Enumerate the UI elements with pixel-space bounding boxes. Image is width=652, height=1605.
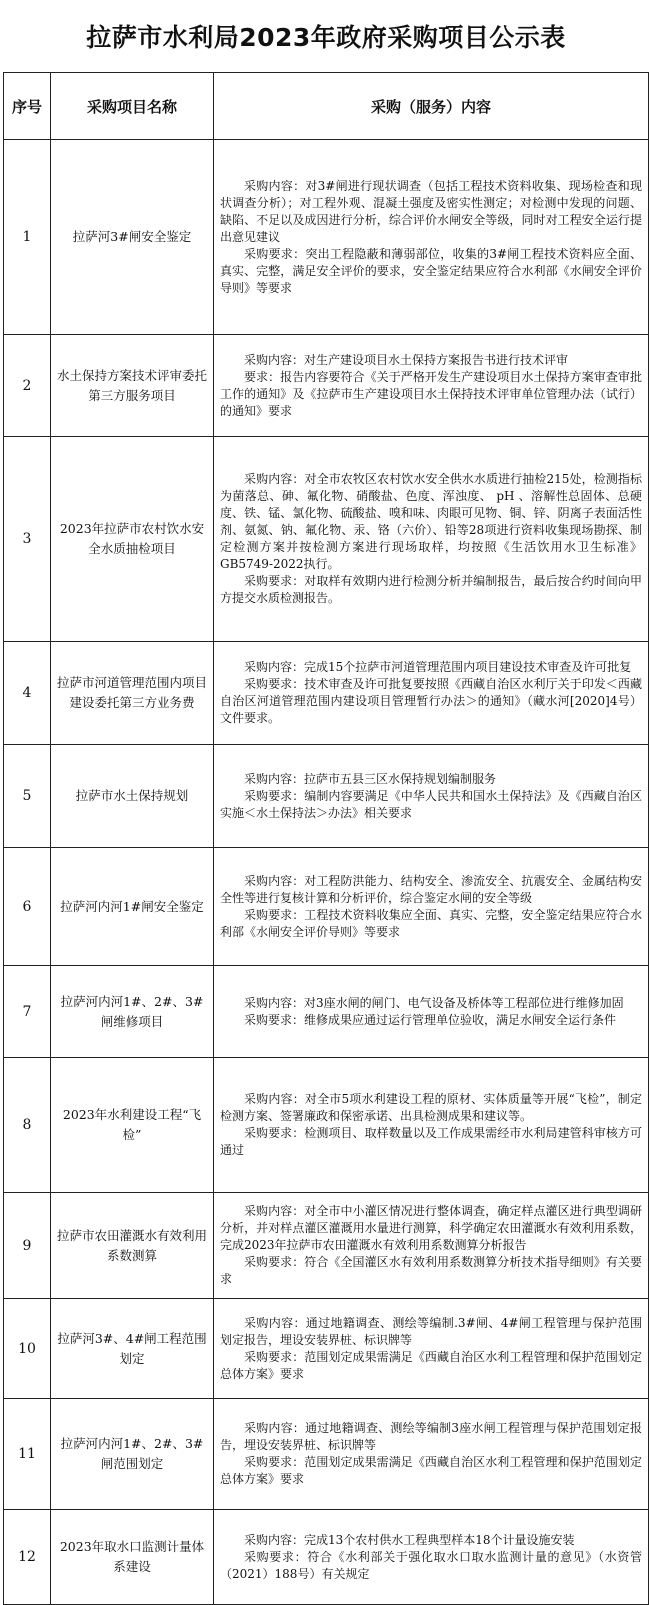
content-line: 采购要求：维修成果应通过运行管理单位验收，满足水闸安全运行条件 bbox=[244, 1012, 617, 1027]
content-line: 采购内容：对生产建设项目水土保持方案报告书进行技术评审 bbox=[244, 352, 569, 367]
content-line: 采购要求：范围划定成果需满足《西藏自治区水利工程管理和保护范围划定总体方案》要求 bbox=[220, 1455, 642, 1486]
content-line: 采购要求：范围划定成果需满足《西藏自治区水利工程管理和保护范围划定总体方案》要求 bbox=[220, 1349, 642, 1381]
table-row bbox=[4, 1510, 649, 1605]
content-line: 采购要求：对取样有效期内进行检测分析并编制报告，最后按合约时间向甲方提交水质检测报告。 bbox=[220, 574, 642, 605]
content-line: 采购要求：符合《水利部关于强化取水口取水监测计量的意见》（水资管（2021）188号）有关规定 bbox=[220, 1549, 642, 1581]
project-content bbox=[214, 848, 649, 966]
row-number: 8 bbox=[4, 1058, 51, 1193]
content-line: 采购要求：技术审查及许可批复要按照《西藏自治区水利厅关于印发＜西藏自治区河道管理范围内建设项目管理暂行办法＞的通知》（藏水河[2020]4号）文件要求。 bbox=[220, 677, 642, 725]
table-row bbox=[4, 335, 649, 437]
row-number: 5 bbox=[4, 745, 51, 848]
table-row bbox=[4, 848, 649, 966]
project-content bbox=[214, 437, 649, 642]
project-content bbox=[214, 1510, 649, 1605]
content-line: 采购内容：对3座水闸的闸门、电气设备及桥体等工程部位进行维修加固 bbox=[244, 995, 624, 1010]
project-name: 拉萨市河道管理范围内项目建设委托第三方业务费 bbox=[51, 642, 214, 745]
header-content: 采购（服务）内容 bbox=[214, 73, 649, 140]
row-number: 10 bbox=[4, 1299, 51, 1399]
content-line: 采购要求：符合《全国灌区水有效利用系数测算分析技术指导细则》有关要求 bbox=[220, 1255, 642, 1286]
row-number: 4 bbox=[4, 642, 51, 745]
content-line: 采购内容：完成13个农村供水工程典型样本18个计量设施安装 bbox=[244, 1532, 575, 1547]
project-content bbox=[214, 1399, 649, 1510]
content-line: 采购内容：对3#闸进行现状调查（包括工程技术资料收集、现场检查和现状调查分析）；对工程外观、混凝土强度及密实性测定；对检测中发现的问题、缺陷、不足以及成因进行分析，综合评价水闸安全等级，同时对工程安全运行提出意见建议 bbox=[220, 178, 642, 244]
project-name: 拉萨河内河1#闸安全鉴定 bbox=[51, 848, 214, 966]
content-line: 采购要求：检测项目、取样数量以及工作成果需经市水利局建管科审核方可通过 bbox=[220, 1126, 642, 1157]
page-title: 拉萨市水利局2023年政府采购项目公示表 bbox=[86, 23, 566, 52]
content-line: 采购内容：完成15个拉萨市河道管理范围内项目建设技术审查及许可批复 bbox=[244, 660, 632, 674]
table-row bbox=[4, 1058, 649, 1193]
project-content bbox=[214, 1193, 649, 1299]
project-name: 拉萨河3#闸安全鉴定 bbox=[51, 140, 214, 335]
project-name: 水土保持方案技术评审委托第三方服务项目 bbox=[51, 335, 214, 437]
project-name: 拉萨市农田灌溉水有效利用系数测算 bbox=[51, 1193, 214, 1299]
project-content bbox=[214, 966, 649, 1058]
project-name: 2023年取水口监测计量体系建设 bbox=[51, 1510, 214, 1605]
project-content bbox=[214, 1299, 649, 1399]
project-content bbox=[214, 642, 649, 745]
row-number: 6 bbox=[4, 848, 51, 966]
row-number: 7 bbox=[4, 966, 51, 1058]
row-number: 2 bbox=[4, 335, 51, 437]
content-line: 采购内容：对工程防洪能力、结构安全、渗流安全、抗震安全、金属结构安全性等进行复核计算和分析评价，综合鉴定水闸的安全等级 bbox=[220, 873, 642, 905]
content-line: 采购内容：通过地籍调查、测绘等编制.3#闸、4#闸工程管理与保护范围划定报告，埋设安装界桩、标识牌等 bbox=[220, 1315, 642, 1347]
table-row bbox=[4, 966, 649, 1058]
content-line: 采购内容：对全市中小灌区情况进行整体调查，确定样点灌区进行典型调研分析，并对样点灌区灌溉用水量进行测算，科学确定农田灌溉水有效利用系数，完成2023年拉萨市农田灌溉水有效利用系数测算分析报告 bbox=[220, 1204, 642, 1252]
table-row bbox=[4, 437, 649, 642]
project-name: 拉萨市水土保持规划 bbox=[51, 745, 214, 848]
project-content bbox=[214, 140, 649, 335]
project-name: 拉萨河内河1#、2#、3#闸范围划定 bbox=[51, 1399, 214, 1510]
table-row bbox=[4, 1193, 649, 1299]
header-name: 采购项目名称 bbox=[51, 73, 214, 140]
content-line: 采购要求：突出工程隐蔽和薄弱部位，收集的3#闸工程技术资料应全面、真实、完整，满足安全评价的要求，安全鉴定结果应符合水利部《水闸安全评价导则》等要求 bbox=[220, 246, 642, 295]
table-header-row bbox=[4, 73, 649, 140]
table-row bbox=[4, 745, 649, 848]
table-row bbox=[4, 140, 649, 335]
table-row bbox=[4, 642, 649, 745]
project-name: 2023年水利建设工程“飞检” bbox=[51, 1058, 214, 1193]
content-line: 采购内容：拉萨市五县三区水保持规划编制服务 bbox=[244, 771, 497, 786]
content-line: 采购要求：工程技术资料收集应全面、真实、完整，安全鉴定结果应符合水利部《水闸安全评价导则》等要求 bbox=[220, 907, 642, 939]
content-line: 采购内容：对全市5项水利建设工程的原材、实体质量等开展“飞检”，制定检测方案、签署廉政和保密承诺、出具检测成果和建议等。 bbox=[220, 1092, 642, 1123]
content-line: 采购内容：通过地籍调查、测绘等编制3座水闸工程管理与保护范围划定报告，埋设安装界桩、标识牌等 bbox=[220, 1421, 642, 1452]
project-name: 拉萨河内河1#、2#、3#闸维修项目 bbox=[51, 966, 214, 1058]
row-number: 12 bbox=[4, 1510, 51, 1605]
row-number: 1 bbox=[4, 140, 51, 335]
header-no: 序号 bbox=[4, 73, 51, 140]
content-line: 要求：报告内容要符合《关于严格开发生产建设项目水土保持方案审查审批工作的通知》及《拉萨市生产建设项目水土保持技术评审单位管理办法（试行）的通知》要求 bbox=[220, 369, 642, 418]
project-content bbox=[214, 745, 649, 848]
project-name: 拉萨河3#、4#闸工程范围划定 bbox=[51, 1299, 214, 1399]
project-content bbox=[214, 1058, 649, 1193]
content-line: 采购要求：编制内容要满足《中华人民共和国水土保持法》及《西藏自治区实施＜水土保持法＞办法》相关要求 bbox=[220, 788, 642, 820]
row-number: 3 bbox=[4, 437, 51, 642]
row-number: 9 bbox=[4, 1193, 51, 1299]
procurement-table bbox=[3, 72, 649, 1605]
project-content bbox=[214, 335, 649, 437]
table-row bbox=[4, 1299, 649, 1399]
project-name: 2023年拉萨市农村饮水安全水质抽检项目 bbox=[51, 437, 214, 642]
row-number: 11 bbox=[4, 1399, 51, 1510]
content-line: 采购内容：对全市农牧区农村饮水安全供水水质进行抽检215处，检测指标为菌落总、砷、氟化物、硝酸盐、色度、浑浊度、 pH 、溶解性总固体、总硬度、铁、锰、氯化物、硫酸盐、嗅和味、肉眼可见物、铜、锌、阴离子表面活性剂、氨氮、钠、氟化物、汞、铬（六价）、铅等28项进行资料收集现场勘探、制定检测方案并按检测方案进行现场取样，均按照《生活饮用水卫生标准》GB5749-2022执行。 bbox=[220, 472, 642, 571]
table-row bbox=[4, 1399, 649, 1510]
